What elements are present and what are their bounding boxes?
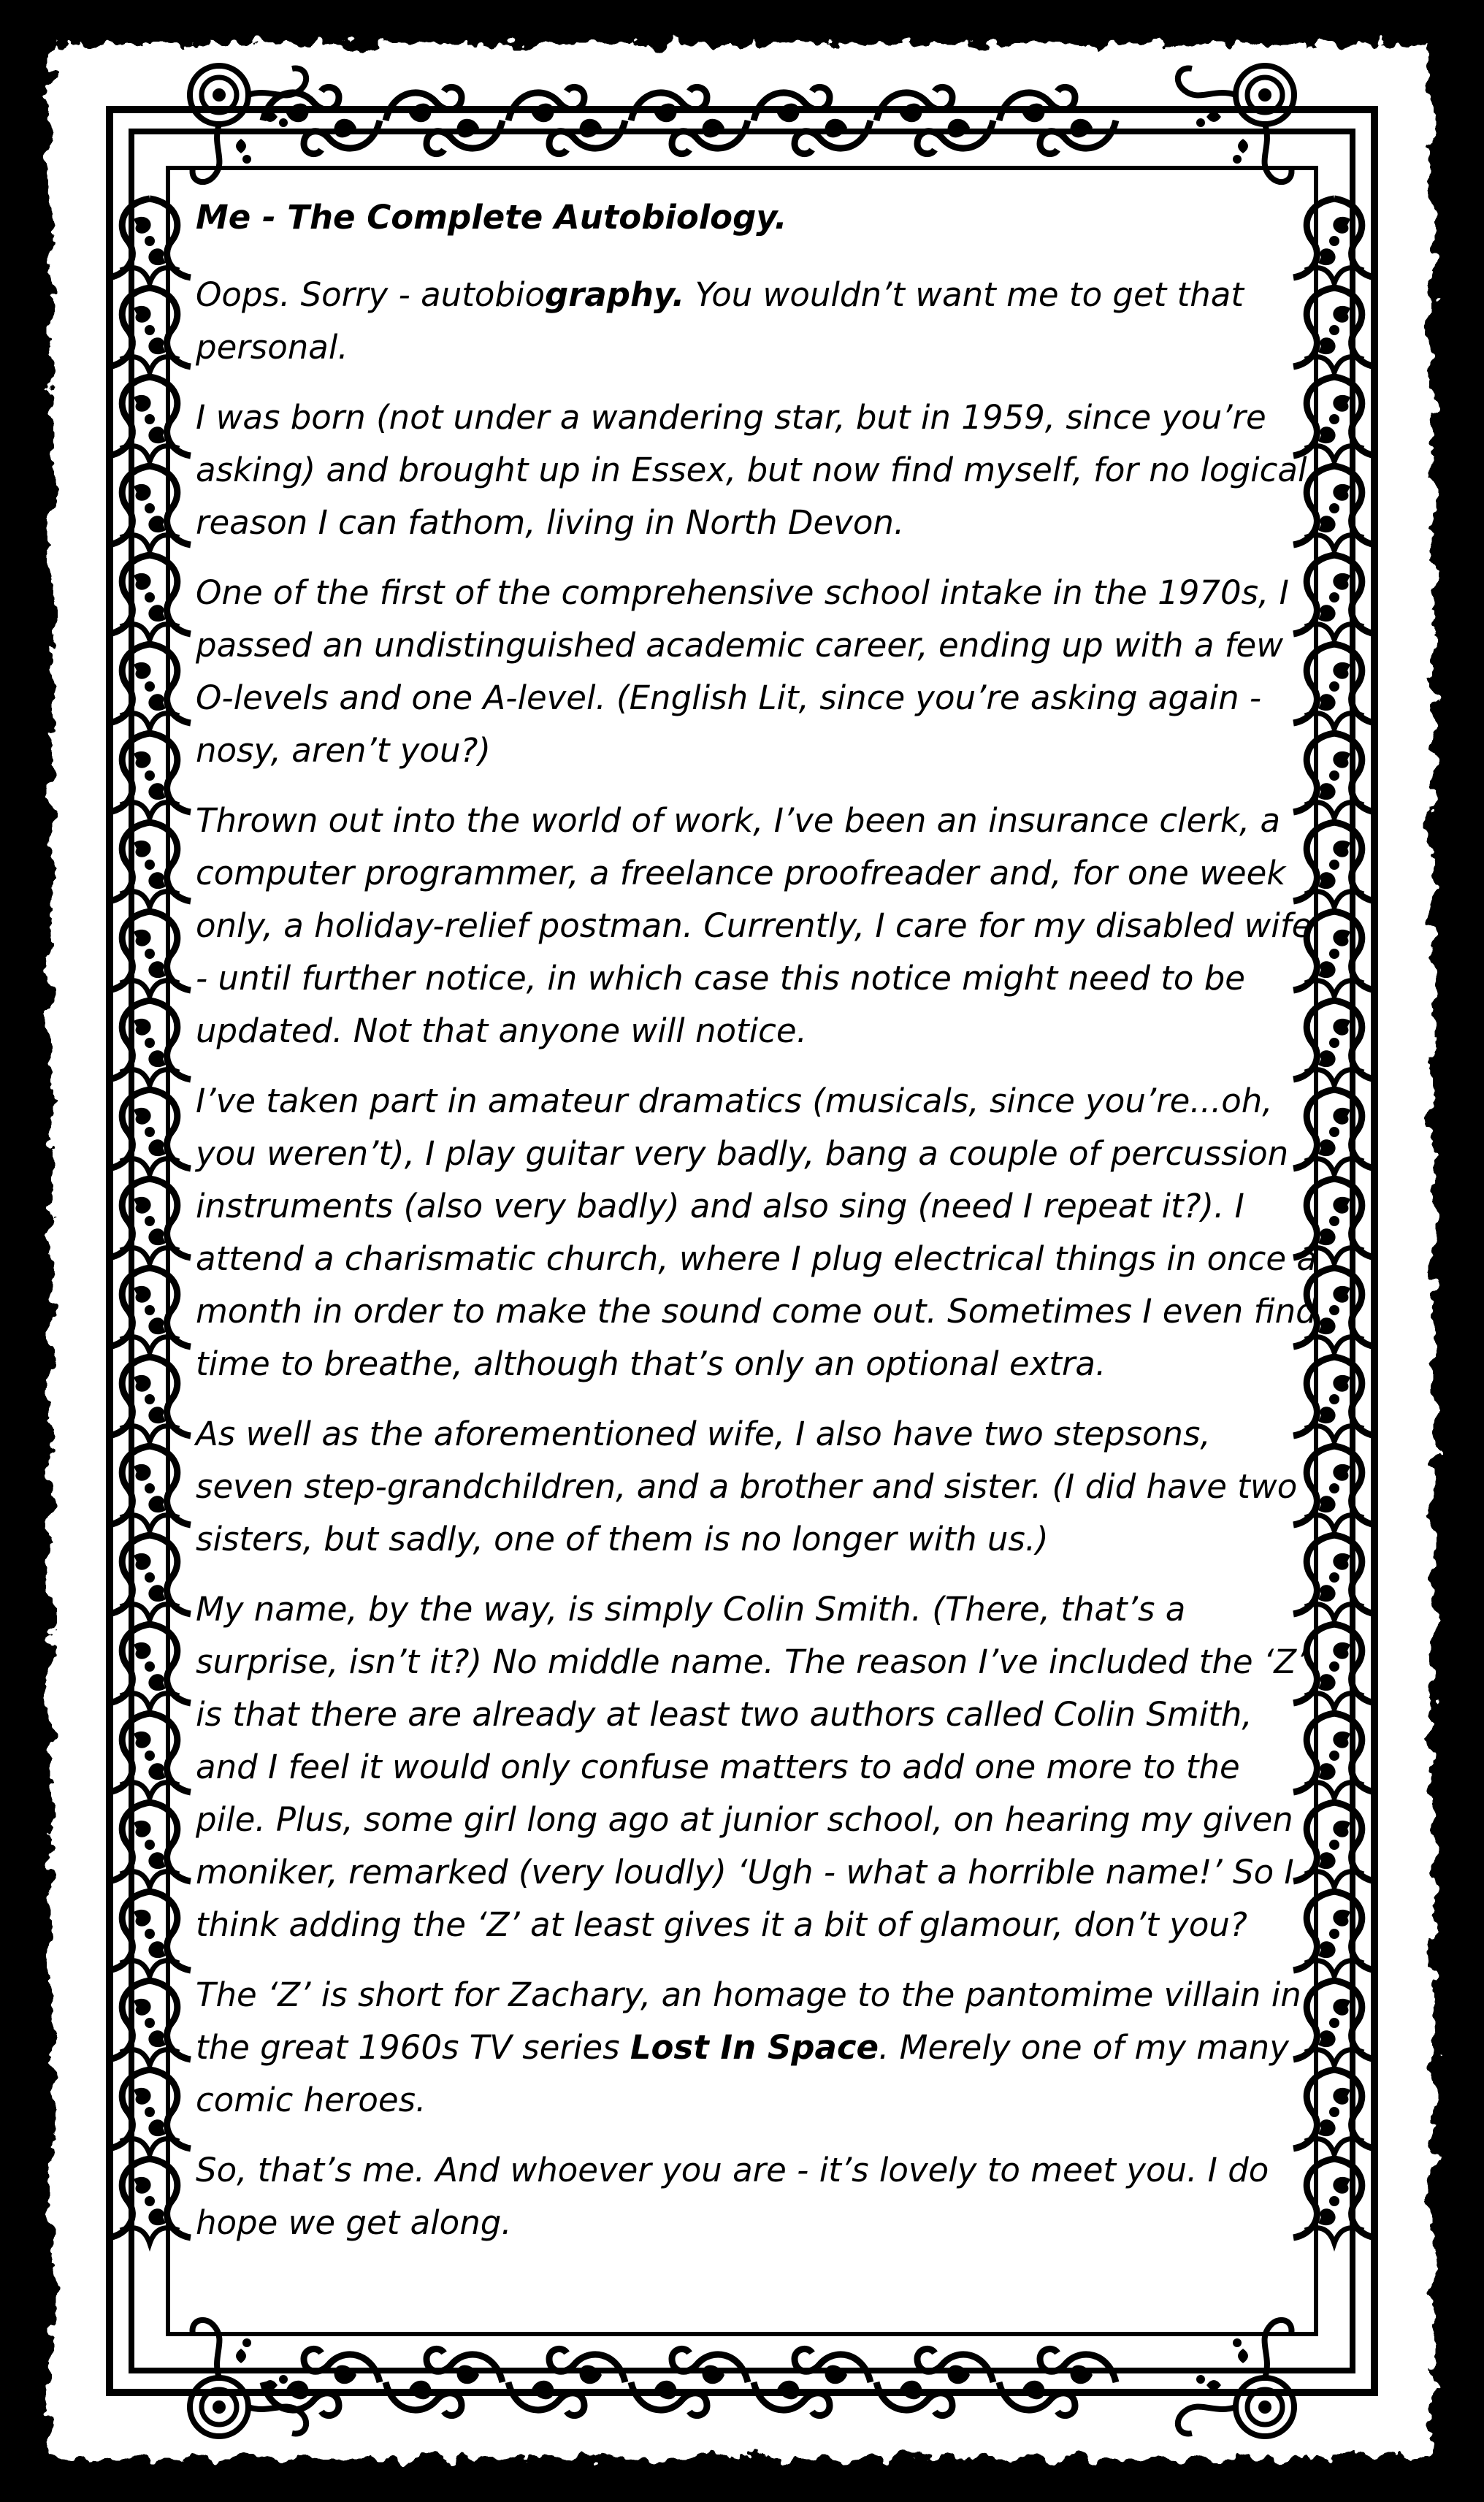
autobiography-text <box>196 191 1317 2267</box>
scroll-ornament-icon <box>876 87 993 153</box>
paragraph <box>196 1408 1317 1566</box>
paragraph <box>196 1075 1317 1390</box>
scroll-ornament-icon <box>508 2349 625 2415</box>
text-segment: You wouldn’t want me to get that personal. <box>196 275 1244 367</box>
paragraph <box>196 1969 1317 2127</box>
scroll-ornament-icon <box>876 2349 993 2415</box>
swirl-ornament-icon <box>190 2320 306 2436</box>
swirl-ornament-icon <box>1178 2320 1294 2436</box>
scroll-ornament-icon <box>631 2349 748 2415</box>
text-segment: So, that’s me. And whoever you are - it’s lovely to meet you. I do hope we get along. <box>196 2151 1269 2242</box>
text-segment: As well as the aforementioned wife, I also have two stepsons, seven step-grandchildren, and a brother and sister. (I did have two sisters, but sadly, one of them is no longer with us.) <box>196 1415 1298 1558</box>
paragraph <box>196 2144 1317 2249</box>
text-segment: One of the first of the comprehensive school intake in the 1970s, I passed an undistinguished academic career, ending up with a few O-levels and one A-level. (English Lit, since you’re asking again - nosy, aren’t you?) <box>196 573 1289 770</box>
scroll-ornament-icon <box>508 87 625 153</box>
scroll-ornament-icon <box>631 87 748 153</box>
bold-text-segment: graphy. <box>545 275 685 314</box>
scroll-ornament-icon <box>999 87 1116 153</box>
text-segment: My name, by the way, is simply Colin Smith. (There, that’s a surprise, isn’t it?) No middle name. The reason I’ve included the ‘Z’ is that there are already at least two authors called Colin Smith, and I feel it would only confuse matters to add one more to the pile. Plus, some girl long ago at junior school, on hearing my given moniker, remarked (very loudly) ‘Ugh - what a horrible name!’ So I think adding the ‘Z’ at least gives it a bit of glamour, don’t you? <box>196 1590 1307 1944</box>
scroll-ornament-icon <box>754 87 871 153</box>
scroll-ornament-icon <box>754 2349 871 2415</box>
paragraph <box>196 391 1317 549</box>
scroll-ornament-icon <box>386 2349 502 2415</box>
paragraph <box>196 567 1317 777</box>
paragraph <box>196 795 1317 1057</box>
scroll-ornament-icon <box>386 87 502 153</box>
paragraph-list <box>196 269 1317 2249</box>
text-segment: I’ve taken part in amateur dramatics (musicals, since you’re...oh, you weren’t), I play guitar very badly, bang a couple of percussion instruments (also very badly) and also sing (need I repeat it?). I attend a charismatic church, where I plug electrical things in once a month in order to make the sound come out. Sometimes I even find time to breathe, although that’s only an optional extra. <box>196 1082 1317 1383</box>
text-segment: Thrown out into the world of work, I’ve been an insurance clerk, a computer programmer, a freelance proofreader and, for one week only, a holiday-relief postman. Currently, I care for my disabled wife - until further notice, in which case this notice might need to be updated. Not that anyone will notice. <box>196 801 1312 1050</box>
paragraph <box>196 1583 1317 1951</box>
bold-text-segment: Lost In Space <box>630 2028 879 2067</box>
paragraph <box>196 269 1317 374</box>
scroll-ornament-icon <box>999 2349 1116 2415</box>
text-segment: I was born (not under a wandering star, but in 1959, since you’re asking) and brought up in Essex, but now find myself, for no logical reason I can fathom, living in North Devon. <box>196 398 1307 542</box>
swirl-ornament-icon <box>1178 66 1294 182</box>
page-title: Me - The Complete Autobiology. <box>196 198 787 237</box>
text-segment: . Merely one of my many comic heroes. <box>196 2028 1289 2119</box>
swirl-ornament-icon <box>190 66 306 182</box>
text-segment: The ‘Z’ is short for Zachary, an homage to the pantomime villain in the great 1960s TV series <box>196 1975 1301 2067</box>
text-segment: Oops. Sorry - autobio <box>196 275 546 314</box>
